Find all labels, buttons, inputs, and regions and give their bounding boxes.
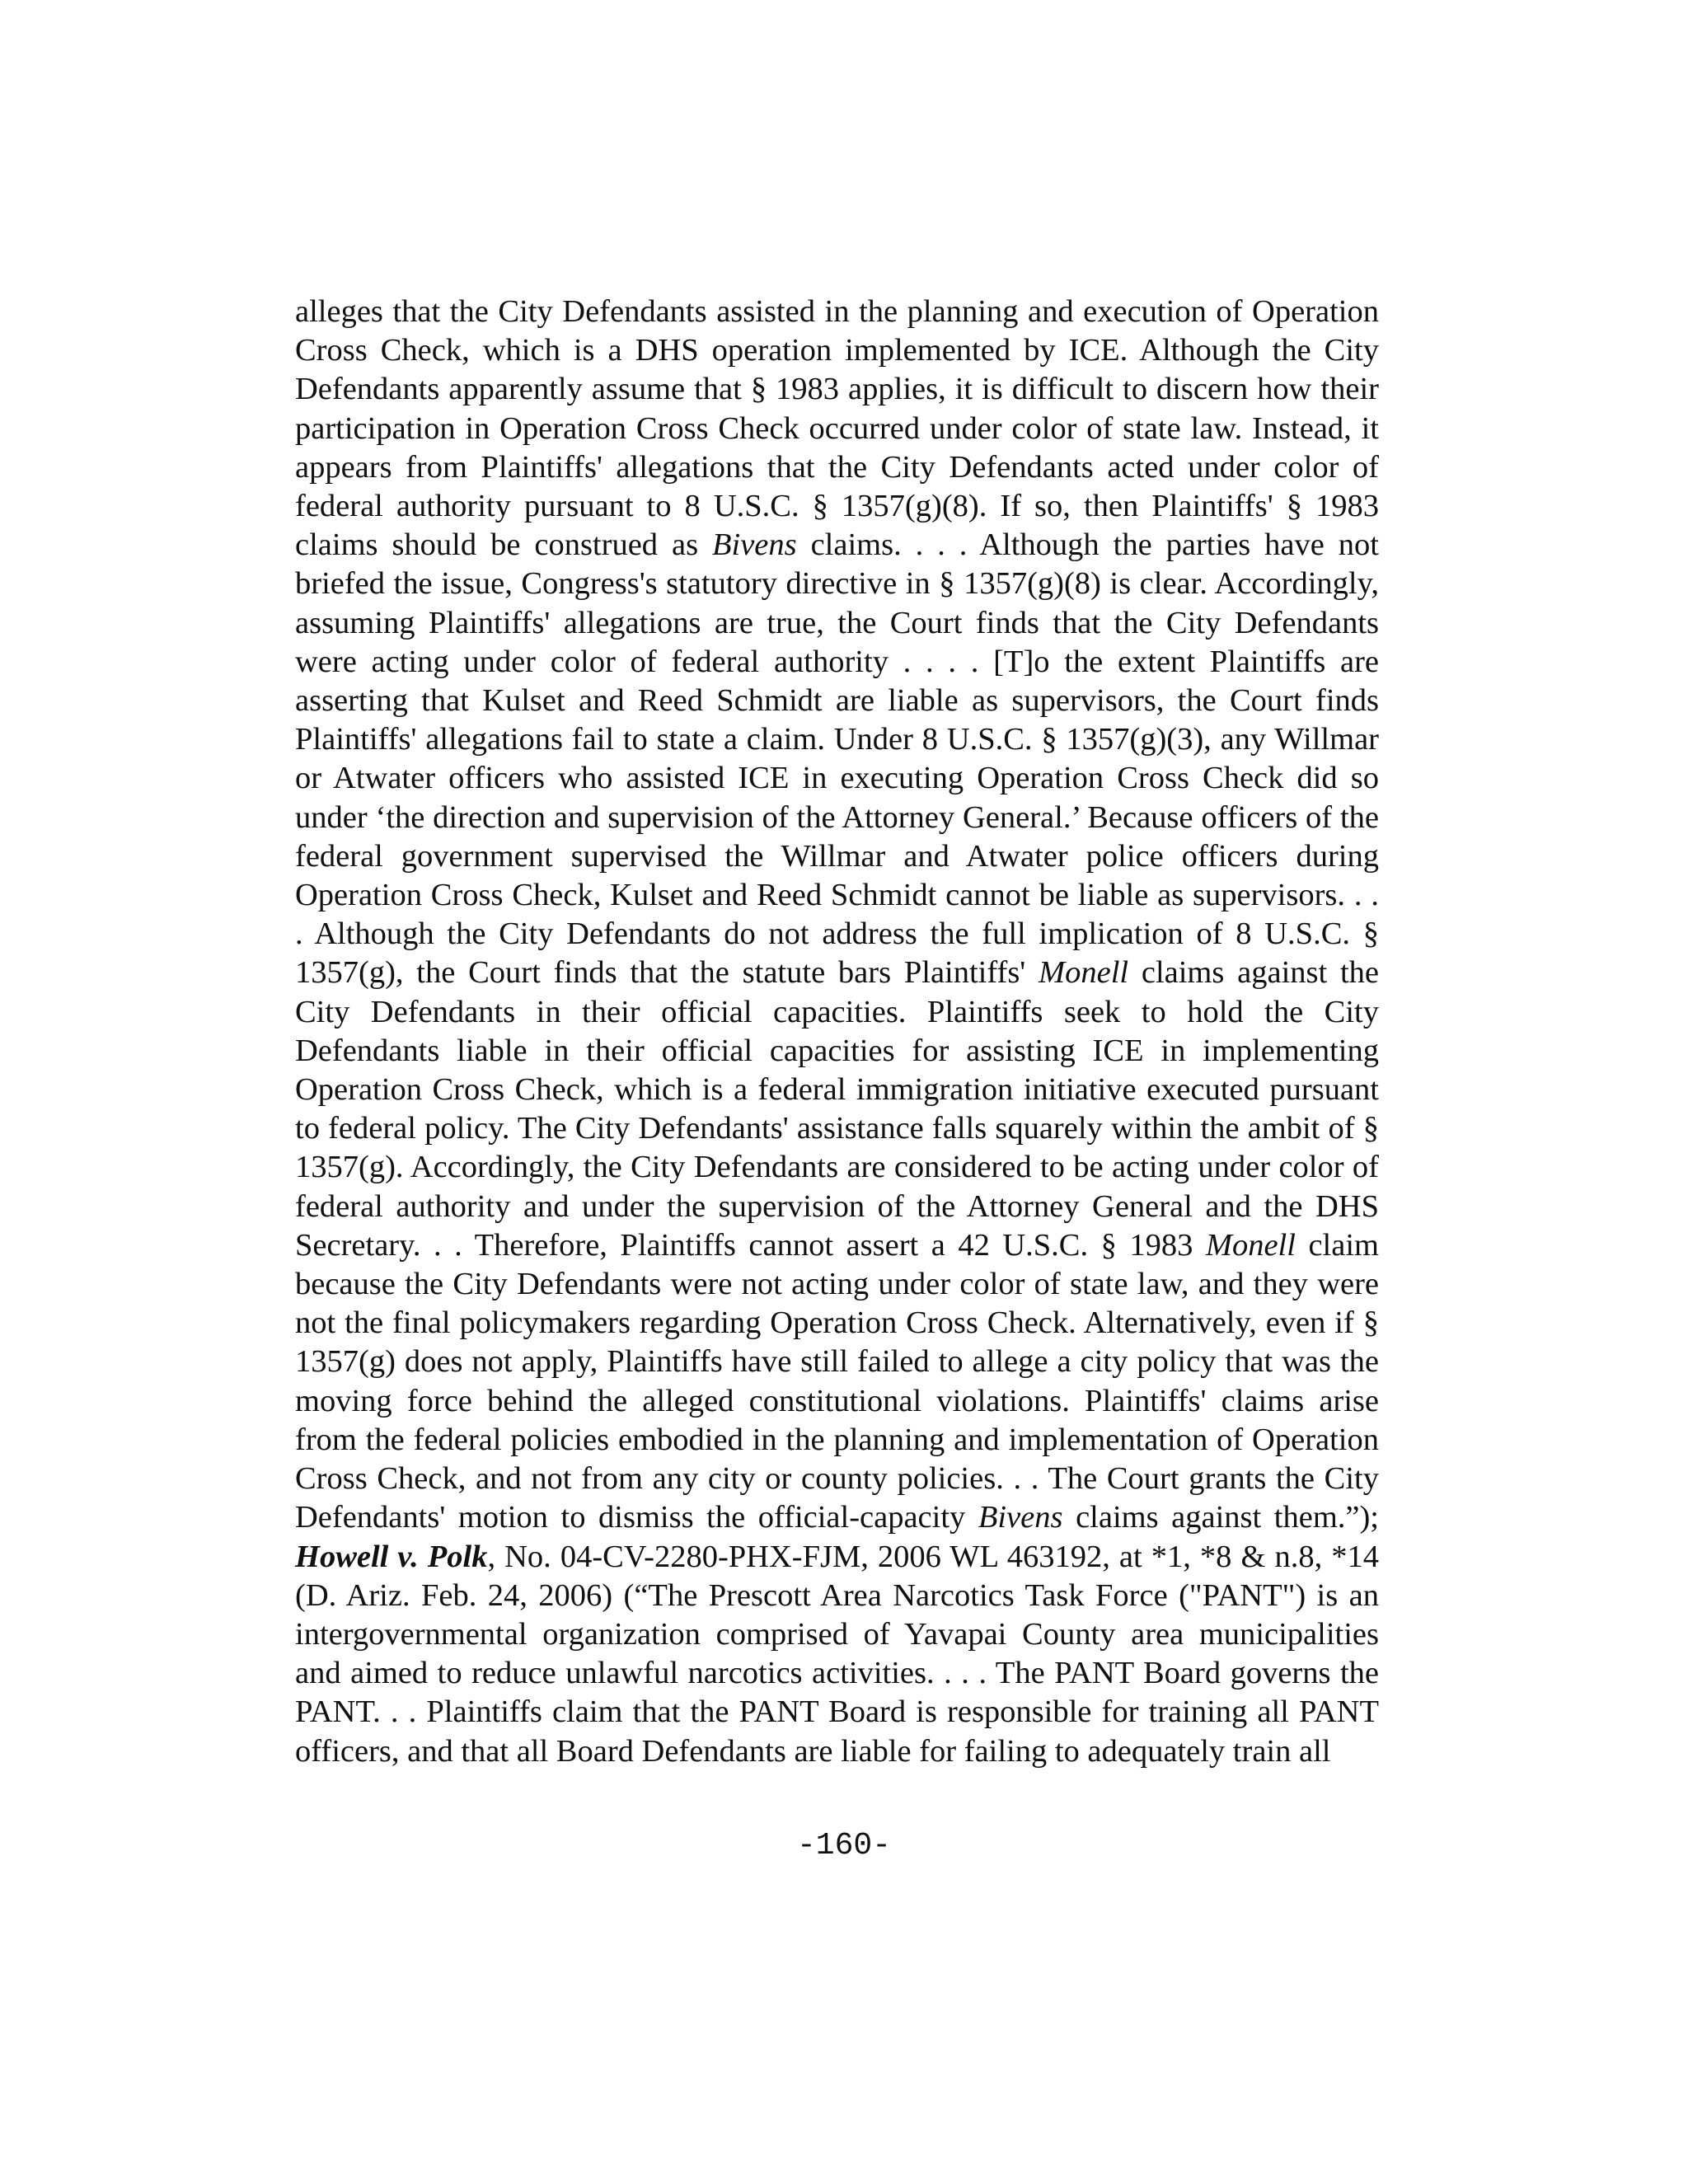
page-number: -160- <box>796 1828 892 1863</box>
paragraph-text-5: claims against them.”); <box>1062 1500 1379 1535</box>
case-reference-bivens: Bivens <box>712 527 797 563</box>
paragraph-text-2: claims. . . . Although the parties have not briefed the issue, Congress's statutory directive in § 1357(g)(8) is clear. Accordingly, assuming Plaintiffs' allegations are true, the Court finds that the City Defendants were acting under color of federal authority . . . . [T]o the extent Plaintiffs are asserting that Kulset and Reed Schmidt are liable as supervisors, the Court finds Plaintiffs' allegations fail to state a claim. Under 8 U.S.C. § 1357(g)(3), any Willmar or Atwater officers who assisted ICE in executing Operation Cross Check did so under ‘the direction and supervision of the Attorney General.’ Because officers of the federal government supervised the Willmar and Atwater police officers during Operation Cross Check, Kulset and Reed Schmidt cannot be liable as supervisors. . . . Although the City Defendants do not address the full implication of 8 U.S.C. § 1357(g), the Court finds that the statute bars Plaintiffs' <box>295 527 1379 991</box>
paragraph-text-1: alleges that the City Defendants assisted in the planning and execution of Operation Cross Check, which is a DHS operation implemented by ICE. Although the City Defendants apparently assume that § 1983 applies, it is difficult to discern how their participation in Operation Cross Check occurred under color of state law. Instead, it appears from Plaintiffs' allegations that the City Defendants acted under color of federal authority pursuant to 8 U.S.C. § 1357(g)(8). If so, then Plaintiffs' § 1983 claims should be construed as <box>295 294 1379 563</box>
paragraph-text-3: claims against the City Defendants in their official capacities. Plaintiffs seek to hold the City Defendants liable in their official capacities for assisting ICE in implementing Operation Cross Check, which is a federal immigration initiative executed pursuant to federal policy. The City Defendants' assistance falls squarely within the ambit of § 1357(g). Accordingly, the City Defendants are considered to be acting under color of federal authority and under the supervision of the Attorney General and the DHS Secretary. . . Therefore, Plaintiffs cannot assert a 42 U.S.C. § 1983 <box>295 955 1379 1263</box>
paragraph-text-4: claim because the City Defendants were not acting under color of state law, and they were not the final policymakers regarding Operation Cross Check. Alternatively, even if § 1357(g) does not apply, Plaintiffs have still failed to allege a city policy that was the moving force behind the alleged constitutional violations. Plaintiffs' claims arise from the federal policies embodied in the planning and implementation of Operation Cross Check, and not from any city or county policies. . . The Court grants the City Defendants' motion to dismiss the official-capacity <box>295 1227 1379 1535</box>
case-citation-howell-v-polk: Howell v. Polk <box>295 1539 488 1574</box>
case-reference-bivens-2: Bivens <box>978 1500 1063 1535</box>
case-reference-monell: Monell <box>1039 955 1129 991</box>
paragraph-text-6: , No. 04-CV-2280-PHX-FJM, 2006 WL 463192, at *1, *8 & n.8, *14 (D. Ariz. Feb. 24, 2006) (“The Prescott Area Narcotics Task Force ("PANT") is an intergovernmental organization comprised of Yavapai County area municipalities and aimed to reduce unlawful narcotics activities. . . . The PANT Board governs the PANT. . . Plaintiffs claim that the PANT Board is responsible for training all PANT officers, and that all Board Defendants are liable for failing to adequately train all <box>295 1539 1379 1769</box>
case-reference-monell-2: Monell <box>1205 1227 1296 1263</box>
body-paragraph <box>295 293 1379 1771</box>
